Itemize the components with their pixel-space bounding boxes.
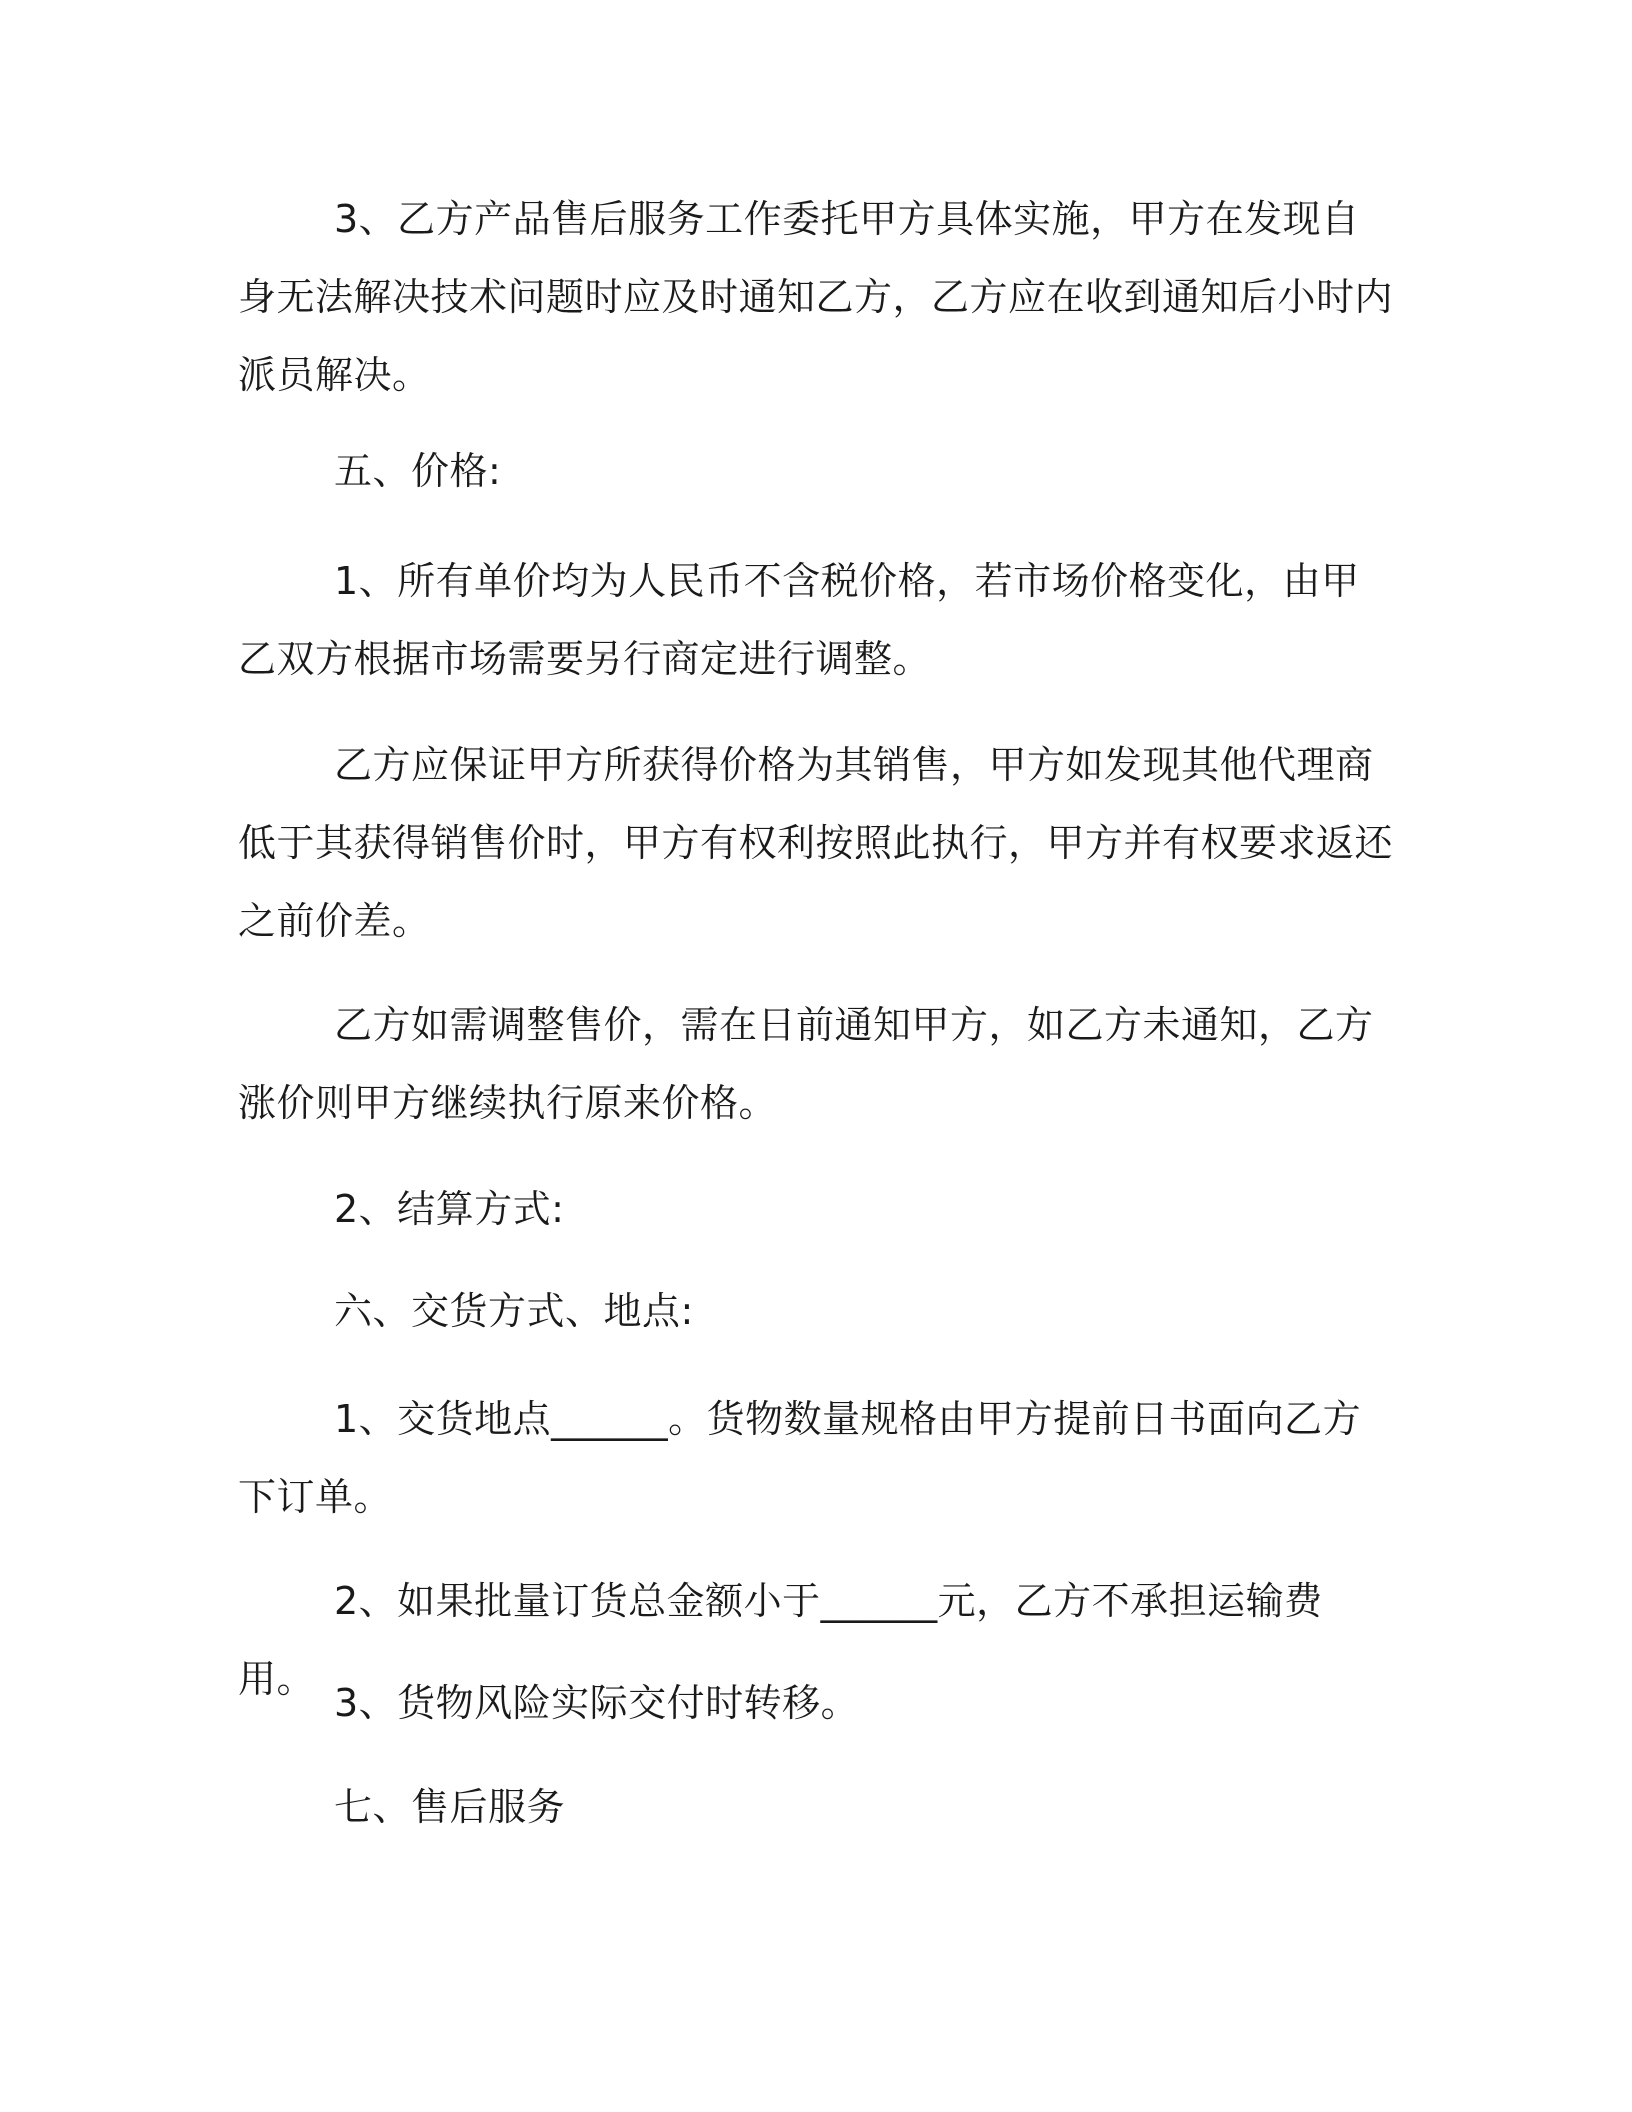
section-heading-price: 五、价格: (334, 449, 502, 493)
paragraph-risk-transfer: 3、货物风险实际交付时转移。 (334, 1681, 860, 1725)
paragraph-bulk-order-shipping: 2、如果批量订货总金额小于______元，乙方不承担运输费用。 (238, 1579, 1323, 1701)
paragraph-price-adjustment: 乙方如需调整售价，需在日前通知甲方，如乙方未通知，乙方涨价则甲方继续执行原来价格。 (238, 1003, 1374, 1125)
section-heading-delivery: 六、交货方式、地点: (334, 1289, 694, 1333)
paragraph-unit-price: 1、所有单价均为人民币不含税价格，若市场价格变化，由甲乙双方根据市场需要另行商定进行调整。 (238, 559, 1360, 681)
section-heading-after-sales: 七、售后服务 (334, 1785, 566, 1829)
paragraph-price-guarantee: 乙方应保证甲方所获得价格为其销售，甲方如发现其他代理商低于其获得销售价时，甲方有权利按照此执行，甲方并有权要求返还之前价差。 (238, 743, 1394, 943)
paragraph-settlement-method: 2、结算方式: (334, 1187, 565, 1231)
paragraph-after-sales-delegation: 3、乙方产品售后服务工作委托甲方具体实施，甲方在发现自身无法解决技术问题时应及时通知乙方，乙方应在收到通知后小时内派员解决。 (238, 197, 1394, 397)
paragraph-delivery-location: 1、交货地点______。货物数量规格由甲方提前日书面向乙方下订单。 (238, 1397, 1362, 1519)
